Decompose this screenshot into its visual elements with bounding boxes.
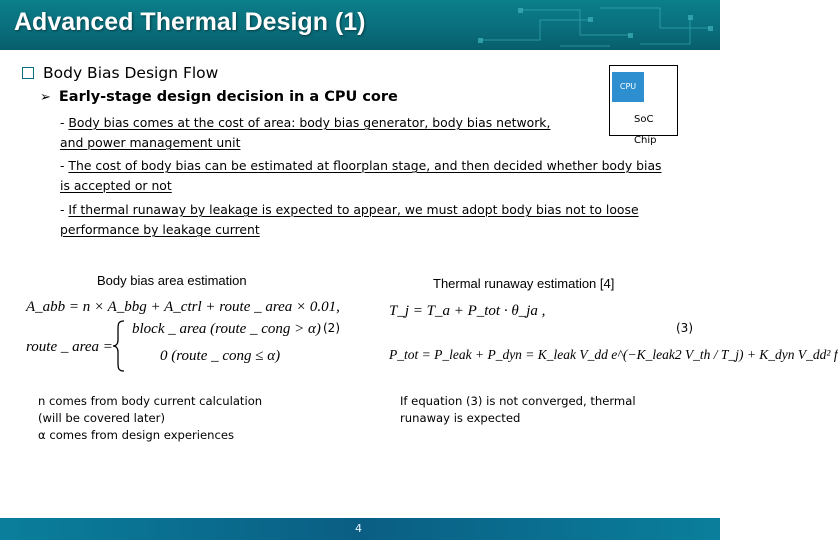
page-number: 4 [355,522,362,535]
checkbox-bullet-icon [22,67,34,79]
route-area-lhs: route _ area = [26,339,113,355]
bullet-line: The cost of body bias can be estimated at floorplan stage, and then decided whether body bias [68,158,662,173]
bullet-line: and power management unit [60,135,241,150]
bullet-dash: - [60,158,69,173]
bullet-line: performance by leakage current [60,222,260,237]
note-line: If equation (3) is not converged, thermal [400,394,636,408]
title-bar [0,0,720,50]
bullet-item [60,200,639,240]
area-equation [26,299,340,316]
note-line: α comes from design experiences [38,428,235,442]
route-area-case1: block _ area (route _ cong > α) [132,321,321,337]
soc-label: SoC [634,114,654,125]
chip-label: Chip [634,135,657,146]
bullet-dash: - [60,115,69,130]
equation-number-3: (3) [676,321,693,335]
route-area-case2: 0 (route _ cong ≤ α) [160,348,281,364]
junction-temperature-equation: T_j = T_a + P_tot · θ_ja , [389,303,546,319]
bullet-line: If thermal runaway by leakage is expected to appear, we must adopt body bias not to loose [68,202,639,217]
note-line: n comes from body current calculation [38,394,263,408]
area-equation-text: A_abb = n × A_bbg + A_ctrl + route _ area × 0.01, [26,299,340,315]
note-line: (will be covered later) [38,411,165,425]
bullet-item [60,113,550,153]
circuit-decoration-icon [460,0,720,50]
case-brace-icon [112,320,126,372]
arrow-bullet-icon: ➢ [40,90,51,105]
equation-number-2: (2) [323,321,340,335]
subheading [40,89,398,105]
bullet-line: Body bias comes at the cost of area: body bias generator, body bias network, [68,115,551,130]
total-power-equation: P_tot = P_leak + P_dyn = K_leak V_dd e^(−K_leak2 V_th / T_j) + K_dyn V_dd² f [389,347,838,362]
note-line: runaway is expected [400,411,521,425]
section-heading-text: Body Bias Design Flow [43,64,219,82]
page-title: Advanced Thermal Design (1) [14,8,366,36]
bullet-dash: - [60,202,69,217]
body-bias-area-label: Body bias area estimation [97,273,247,288]
left-notes [38,393,262,444]
thermal-runaway-label: Thermal runaway estimation [4] [433,276,615,291]
bullet-item [60,156,662,196]
right-notes [400,393,636,427]
section-heading [22,64,218,82]
bullet-line: is accepted or not [60,178,172,193]
cpu-block: CPU [612,72,644,102]
subheading-text: Early-stage design decision in a CPU core [58,89,398,105]
